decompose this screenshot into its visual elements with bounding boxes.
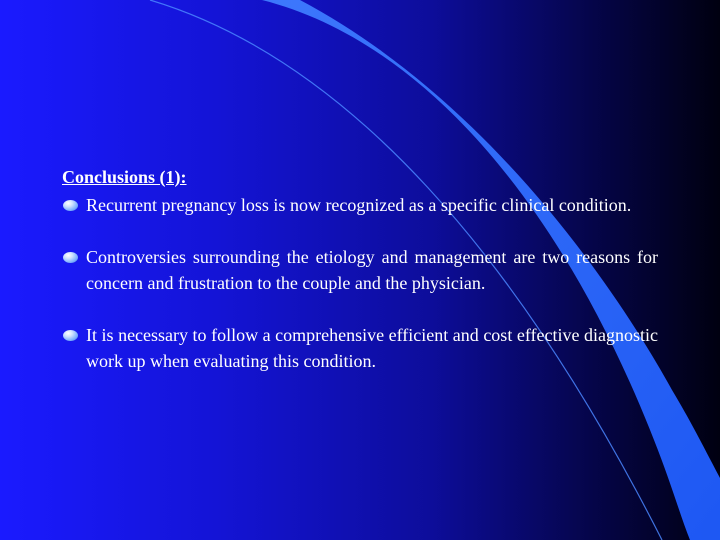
bullet-item — [62, 244, 658, 296]
slide-content — [62, 164, 658, 374]
blue-sphere-bullet-icon — [63, 330, 78, 341]
blue-sphere-bullet-icon — [63, 200, 78, 211]
slide-heading: Conclusions (1): — [62, 167, 187, 187]
bullet-text: It is necessary to follow a comprehensive efficient and cost effective diagnostic work up when evaluating this condition. — [86, 325, 658, 371]
bullet-item — [62, 322, 658, 374]
bullet-list — [62, 192, 658, 374]
bullet-item — [62, 192, 658, 218]
bullet-text: Recurrent pregnancy loss is now recognized as a specific clinical condition. — [86, 195, 632, 215]
bullet-text: Controversies surrounding the etiology and management are two reasons for concern and frustration to the couple and the physician. — [86, 247, 658, 293]
blue-sphere-bullet-icon — [63, 252, 78, 263]
